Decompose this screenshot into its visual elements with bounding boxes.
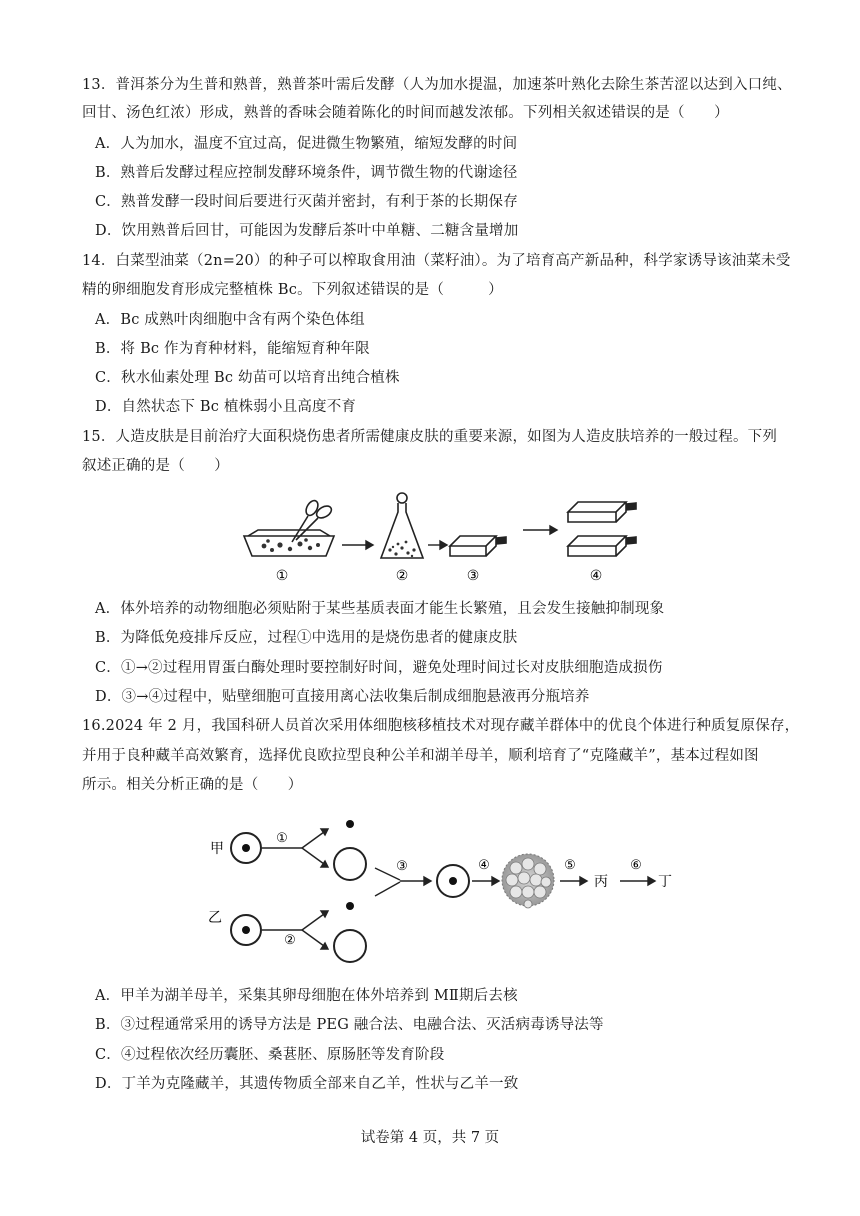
q16-stem-line3: 所示。相关分析正确的是（ ）: [82, 777, 303, 793]
label-bing: 丙: [594, 874, 608, 890]
q14-option-a: A．Bc 成熟叶肉细胞中含有两个染色体组: [95, 312, 365, 328]
q15-option-c: C．①→②过程用胃蛋白酶处理时要控制好时间，避免处理时间过长对皮肤细胞造成损伤: [95, 660, 663, 676]
cell-with-nucleus-icon: [231, 833, 261, 863]
cell-with-nucleus-icon: [231, 915, 261, 945]
page-footer: 试卷第 4 页，共 7 页: [360, 1130, 500, 1146]
q14-stem-line2: 精的卵细胞发育形成完整植株 Bc。下列叙述错误的是（ ）: [82, 282, 503, 298]
culture-bottle-icon: [568, 536, 636, 556]
skin-culture-figure: [238, 490, 638, 585]
arrow-icon: [342, 541, 373, 549]
arrow-icon: [472, 877, 499, 885]
q16-stem-line1: 16.2024 年 2 月，我国科研人员首次采用体细胞核移植技术对现存藏羊群体中的优良个体进行种质复原保存，: [82, 718, 800, 734]
label-yi: 乙: [208, 910, 222, 926]
clone-sheep-flow-diagram: [200, 812, 680, 967]
q16-option-a: A．甲羊为湖羊母羊，采集其卵母细胞在体外培养到 MⅡ期后去核: [95, 988, 518, 1004]
q14-option-b: B．将 Bc 作为育种材料，能缩短育种年限: [95, 341, 370, 357]
early-embryo-icon: [502, 854, 554, 908]
cell-icon: [334, 930, 366, 962]
q16-option-c: C．④过程依次经历囊胚、桑葚胚、原肠胚等发育阶段: [95, 1047, 445, 1063]
q16-stem-line2: 并用于良种藏羊高效繁育，选择优良欧拉型良种公羊和湖羊母羊，顺利培育了“克隆藏羊”，基本过程如图: [82, 748, 759, 764]
culture-dish-icon: [244, 530, 334, 556]
q16-option-d: D．丁羊为克隆藏羊，其遗传物质全部来自乙羊，性状与乙羊一致: [95, 1076, 519, 1092]
q15-option-d: D．③→④过程中，贴壁细胞可直接用离心法收集后制成细胞悬液再分瓶培养: [95, 689, 590, 705]
q15-option-b: B．为降低免疫排斥反应，过程①中选用的是烧伤患者的健康皮肤: [95, 630, 518, 646]
q15-stem-line2: 叙述正确的是（ ）: [82, 458, 229, 474]
q14-stem-line1: 14．白菜型油菜（2n=20）的种子可以榨取食用油（菜籽油）。为了培育高产新品种，科学家诱导该油菜未受: [82, 253, 791, 269]
conical-flask-icon: [381, 493, 423, 558]
step-label-4: ④: [478, 858, 490, 873]
arrow-icon: [523, 526, 557, 534]
split-arrow-icon: [302, 911, 328, 949]
q13-option-c: C．熟普发酵一段时间后要进行灭菌并密封，有利于茶的长期保存: [95, 194, 518, 210]
step-label-2: ②: [284, 933, 296, 948]
q14-option-c: C．秋水仙素处理 Bc 幼苗可以培育出纯合植株: [95, 370, 400, 386]
q13-stem-line2: 回甘、汤色红浓）形成，熟普的香味会随着陈化的时间而越发浓郁。下列相关叙述错误的是（ ）: [82, 105, 729, 121]
q13-option-d: D．饮用熟普后回甘，可能因为发酵后茶叶中单糖、二糖含量增加: [95, 223, 519, 239]
figure-label-4: ④: [589, 568, 603, 584]
q13-option-a: A．人为加水，温度不宜过高，促进微生物繁殖，缩短发酵的时间: [95, 136, 518, 152]
label-ding: 丁: [658, 874, 672, 890]
q16-option-b: B．③过程通常采用的诱导方法是 PEG 融合法、电融合法、灭活病毒诱导法等: [95, 1017, 604, 1033]
nucleus-icon: [346, 820, 354, 828]
q15-option-a: A．体外培养的动物细胞必须贴附于某些基质表面才能生长繁殖，且会发生接触抑制现象: [95, 601, 665, 617]
q13-option-b: B．熟普后发酵过程应控制发酵环境条件，调节微生物的代谢途径: [95, 165, 518, 181]
step-label-5: ⑤: [564, 858, 576, 873]
culture-bottle-icon: [568, 502, 636, 522]
nucleus-icon: [346, 902, 354, 910]
enucleated-cell-icon: [334, 848, 366, 880]
culture-bottle-icon: [450, 536, 506, 556]
figure-label-2: ②: [395, 568, 409, 584]
arrow-icon: [428, 541, 447, 549]
label-jia: 甲: [210, 841, 224, 857]
q14-option-d: D．自然状态下 Bc 植株弱小且高度不育: [95, 399, 357, 415]
figure-label-3: ③: [466, 568, 480, 584]
arrow-icon: [620, 877, 655, 885]
q13-stem-line1: 13．普洱茶分为生普和熟普，熟普茶叶需后发酵（人为加水提温，加速茶叶熟化去除生茶苦涩以达到入口纯、: [82, 77, 792, 93]
reconstructed-cell-icon: [437, 865, 469, 897]
figure-label-1: ①: [275, 568, 289, 584]
step-label-1: ①: [276, 831, 288, 846]
split-arrow-icon: [302, 829, 328, 867]
step-label-3: ③: [396, 859, 408, 874]
q15-stem-line1: 15．人造皮肤是目前治疗大面积烧伤患者所需健康皮肤的重要来源，如图为人造皮肤培养的一般过程。下列: [82, 429, 778, 445]
step-label-6: ⑥: [630, 858, 642, 873]
arrow-icon: [560, 877, 587, 885]
